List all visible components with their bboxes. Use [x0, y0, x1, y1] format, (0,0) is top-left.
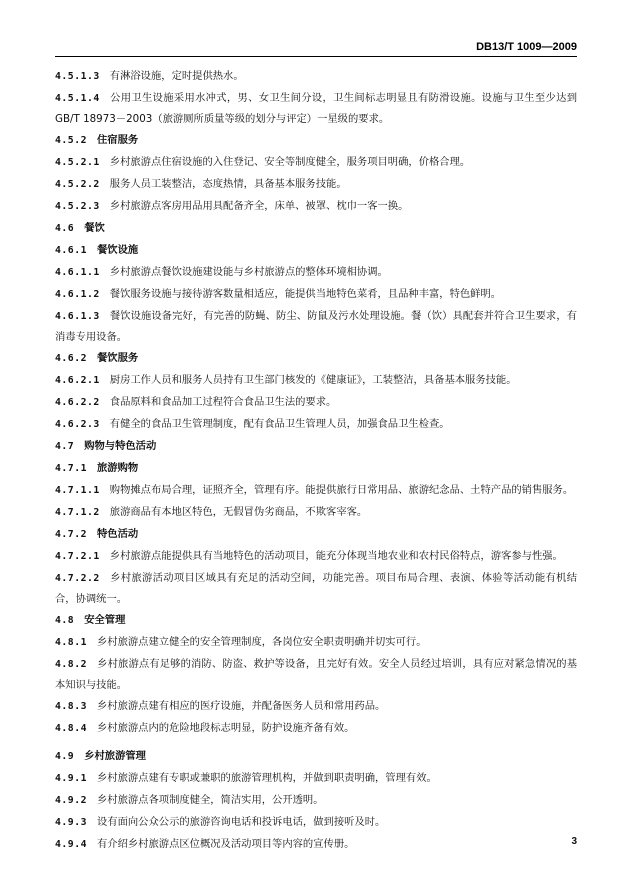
clause-text: 乡村旅游点各项制度健全，简洁实用，公开透明。: [97, 794, 324, 806]
clause-paragraph: [55, 392, 577, 413]
clause-number: 4.9.2: [55, 795, 87, 806]
heading-text: 餐饮: [84, 222, 105, 234]
clause-text: 有淋浴设施，定时提供热水。: [109, 70, 244, 82]
clause-number: 4.6.2.1: [55, 375, 100, 386]
clause-number: 4.6: [55, 223, 75, 234]
clause-number: 4.6.1.1: [55, 267, 100, 278]
standard-code: DB13/T 1009—2009: [476, 41, 577, 53]
clause-text: 乡村旅游点建立健全的安全管理制度，各岗位安全职责明确并切实可行。: [97, 636, 427, 648]
clause-paragraph: [55, 768, 577, 789]
clause-text: 乡村旅游活动项目区域具有充足的活动空间，功能完善。项目布局合理、表演、体验等活动能有机结合，协调统一。: [55, 572, 577, 605]
clause-text: 有介绍乡村旅游点区位概况及活动项目等内容的宣传册。: [97, 838, 355, 850]
clause-text: 服务人员工装整洁，态度热情，具备基本服务技能。: [109, 178, 347, 190]
clause-text: 乡村旅游点客房用品用具配备齐全，床单、被罩、枕巾一客一换。: [109, 200, 409, 212]
clause-number: 4.8: [55, 615, 75, 626]
clause-text: 设有面向公众公示的旅游咨询电话和投诉电话，做到接听及时。: [97, 816, 386, 828]
clause-text: 乡村旅游点餐饮设施建设能与乡村旅游点的整体环境相协调。: [109, 266, 388, 278]
heading-text: 购物与特色活动: [84, 440, 157, 452]
clause-number: 4.9.4: [55, 839, 87, 850]
header-rule: [55, 56, 577, 57]
clause-number: 4.8.3: [55, 701, 87, 712]
heading-text: 特色活动: [97, 528, 139, 540]
clause-number: 4.7.1.2: [55, 507, 100, 518]
clause-text: 食品原料和食品加工过程符合食品卫生法的要求。: [109, 396, 337, 408]
clause-paragraph: [55, 284, 577, 305]
clause-paragraph: [55, 502, 577, 523]
clause-number: 4.7.1: [55, 463, 87, 474]
page-number: 3: [571, 836, 577, 847]
clause-text: 乡村旅游点内的危险地段标志明显，防护设施齐备有效。: [97, 722, 355, 734]
clause-paragraph: [55, 696, 577, 717]
clause-number: 4.8.4: [55, 723, 87, 734]
clause-number: 4.7.2: [55, 529, 87, 540]
clause-paragraph: [55, 152, 577, 173]
clause-text: 乡村旅游点住宿设施的入住登记、安全等制度健全，服务项目明确，价格合理。: [109, 156, 471, 168]
clause-number: 4.8.2: [55, 659, 87, 670]
clause-number: 4.7.2.2: [55, 573, 100, 584]
section-heading: [55, 130, 577, 151]
clause-number: 4.8.1: [55, 637, 87, 648]
clause-number: 4.7.2.1: [55, 551, 100, 562]
clause-text: 乡村旅游点有足够的消防、防盗、救护等设备，且完好有效。安全人员经过培训，具有应对紧急情况的基本知识与技能。: [55, 658, 577, 691]
clause-number: 4.9.1: [55, 773, 87, 784]
clause-number: 4.6.1.3: [55, 311, 100, 322]
clause-paragraph: [55, 370, 577, 391]
clause-number: 4.5.2.1: [55, 157, 100, 168]
section-heading: [55, 218, 577, 239]
clause-number: 4.6.1.2: [55, 289, 100, 300]
heading-text: 餐饮服务: [97, 352, 139, 364]
section-heading: [55, 610, 577, 631]
clause-paragraph: [55, 568, 577, 609]
clause-number: 4.6.2.2: [55, 397, 100, 408]
clause-paragraph: [55, 834, 577, 855]
clause-text: 旅游商品有本地区特色，无假冒伪劣商品，不欺客宰客。: [109, 506, 368, 518]
clause-text: 乡村旅游点能提供具有当地特色的活动项目，能充分体现当地农业和农村民俗特点，游客参与性强。: [109, 550, 563, 562]
section-heading: [55, 524, 577, 545]
heading-text: 旅游购物: [97, 462, 139, 474]
clause-text: 乡村旅游点建有专职或兼职的旅游管理机构，并做到职责明确，管理有效。: [97, 772, 437, 784]
clause-paragraph: [55, 790, 577, 811]
clause-number: 4.6.2: [55, 353, 87, 364]
clause-number: 4.5.1.3: [55, 71, 100, 82]
clause-paragraph: [55, 88, 577, 129]
clause-paragraph: [55, 414, 577, 435]
clause-text: 厨房工作人员和服务人员持有卫生部门核发的《健康证》，工装整洁，具备基本服务技能。: [109, 374, 517, 386]
clause-paragraph: [55, 196, 577, 217]
clause-text: 餐饮服务设施与接待游客数量相适应，能提供当地特色菜肴，且品种丰富，特色鲜明。: [109, 288, 502, 300]
clause-number: 4.6.2.3: [55, 419, 100, 430]
section-heading: [55, 436, 577, 457]
clause-paragraph: [55, 812, 577, 833]
heading-text: 乡村旅游管理: [84, 750, 146, 762]
clause-paragraph: [55, 718, 577, 739]
clause-text: 有健全的食品卫生管理制度，配有食品卫生管理人员，加强食品卫生检查。: [109, 418, 450, 430]
heading-text: 安全管理: [84, 614, 126, 626]
clause-number: 4.5.2.2: [55, 179, 100, 190]
clause-number: 4.7.1.1: [55, 485, 100, 496]
clause-number: 4.6.1: [55, 245, 87, 256]
clause-paragraph: [55, 632, 577, 653]
clause-paragraph: [55, 174, 577, 195]
clause-paragraph: [55, 66, 577, 87]
clause-paragraph: [55, 262, 577, 283]
heading-text: 住宿服务: [97, 134, 139, 146]
section-heading: [55, 348, 577, 369]
clause-paragraph: [55, 306, 577, 347]
clause-number: 4.5.2: [55, 135, 87, 146]
heading-text: 餐饮设施: [97, 244, 139, 256]
clause-paragraph: [55, 654, 577, 695]
clause-text: 乡村旅游点建有相应的医疗设施，并配备医务人员和常用药品。: [97, 700, 386, 712]
clause-text: 公用卫生设施采用水冲式，男、女卫生间分设，卫生间标志明显且有防滑设施。设施与卫生至少达到GB/T 18973－2003（旅游厕所质量等级的划分与评定）一星级的要求。: [55, 92, 577, 125]
clause-number: 4.5.1.4: [55, 93, 100, 104]
clause-paragraph: [55, 480, 577, 501]
section-heading: [55, 746, 577, 767]
clause-number: 4.9: [55, 751, 75, 762]
section-heading: [55, 458, 577, 479]
clause-number: 4.7: [55, 441, 75, 452]
clause-paragraph: [55, 546, 577, 567]
section-heading: [55, 240, 577, 261]
clause-text: 购物摊点布局合理，证照齐全，管理有序。能提供旅行日常用品、旅游纪念品、土特产品的销售服务。: [109, 484, 574, 496]
document-body: [55, 66, 577, 856]
clause-number: 4.9.3: [55, 817, 87, 828]
clause-text: 餐饮设施设备完好，有完善的防蝇、防尘、防鼠及污水处理设施。餐（饮）具配套并符合卫生要求，有消毒专用设备。: [55, 310, 577, 343]
clause-number: 4.5.2.3: [55, 201, 100, 212]
